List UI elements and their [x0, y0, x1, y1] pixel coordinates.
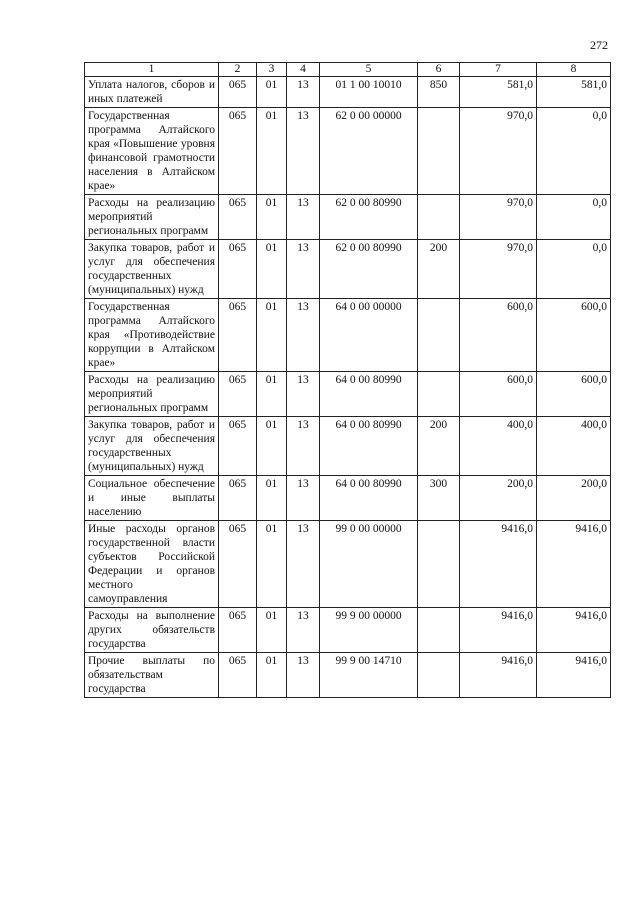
table-row	[85, 298, 611, 371]
section-code: 01	[257, 653, 287, 698]
target-article-code: 64 0 00 80990	[320, 476, 418, 521]
amount-col7: 200,0	[460, 476, 537, 521]
section-code: 01	[257, 107, 287, 194]
expense-name: Государственная программа Алтайского края «Повышение уровня финансовой грамотности населения в Алтайском крае»	[85, 107, 219, 194]
ministry-code: 065	[219, 476, 257, 521]
amount-col8: 0,0	[537, 107, 611, 194]
subsection-code: 13	[287, 194, 320, 239]
column-header: 5	[320, 63, 418, 77]
table-row	[85, 417, 611, 476]
expense-type-code	[418, 608, 460, 653]
subsection-code: 13	[287, 653, 320, 698]
amount-col7: 9416,0	[460, 521, 537, 608]
subsection-code: 13	[287, 608, 320, 653]
column-header: 6	[418, 63, 460, 77]
column-header: 4	[287, 63, 320, 77]
expense-name: Расходы на выполнение других обязательств государства	[85, 608, 219, 653]
expense-type-code	[418, 521, 460, 608]
column-header: 1	[85, 63, 219, 77]
amount-col7: 600,0	[460, 371, 537, 416]
amount-col8: 0,0	[537, 239, 611, 298]
target-article-code: 64 0 00 80990	[320, 417, 418, 476]
column-header: 7	[460, 63, 537, 77]
expense-name: Социальное обеспечение и иные выплаты населению	[85, 476, 219, 521]
column-header: 2	[219, 63, 257, 77]
ministry-code: 065	[219, 76, 257, 107]
expense-name: Государственная программа Алтайского края «Противодействие коррупции в Алтайском крае»	[85, 298, 219, 371]
ministry-code: 065	[219, 608, 257, 653]
amount-col7: 9416,0	[460, 653, 537, 698]
target-article-code: 99 9 00 14710	[320, 653, 418, 698]
expense-type-code	[418, 653, 460, 698]
ministry-code: 065	[219, 107, 257, 194]
table-row	[85, 107, 611, 194]
ministry-code: 065	[219, 417, 257, 476]
target-article-code: 62 0 00 80990	[320, 239, 418, 298]
column-header: 3	[257, 63, 287, 77]
ministry-code: 065	[219, 194, 257, 239]
amount-col8: 9416,0	[537, 608, 611, 653]
amount-col7: 581,0	[460, 76, 537, 107]
header-row	[85, 63, 611, 77]
expense-name: Закупка товаров, работ и услуг для обеспечения государственных (муниципальных) нужд	[85, 417, 219, 476]
target-article-code: 64 0 00 80990	[320, 371, 418, 416]
table-row	[85, 608, 611, 653]
table-row	[85, 239, 611, 298]
table-row	[85, 194, 611, 239]
section-code: 01	[257, 521, 287, 608]
amount-col7: 9416,0	[460, 608, 537, 653]
target-article-code: 99 9 00 00000	[320, 608, 418, 653]
amount-col7: 400,0	[460, 417, 537, 476]
section-code: 01	[257, 76, 287, 107]
table-row	[85, 476, 611, 521]
amount-col7: 970,0	[460, 107, 537, 194]
expense-name: Иные расходы органов государственной власти субъектов Российской Федерации и органов местного самоуправления	[85, 521, 219, 608]
subsection-code: 13	[287, 371, 320, 416]
section-code: 01	[257, 239, 287, 298]
amount-col8: 200,0	[537, 476, 611, 521]
section-code: 01	[257, 194, 287, 239]
target-article-code: 62 0 00 80990	[320, 194, 418, 239]
subsection-code: 13	[287, 521, 320, 608]
amount-col7: 970,0	[460, 194, 537, 239]
subsection-code: 13	[287, 239, 320, 298]
table-row	[85, 521, 611, 608]
expense-type-code	[418, 298, 460, 371]
section-code: 01	[257, 476, 287, 521]
table-row	[85, 76, 611, 107]
target-article-code: 99 0 00 00000	[320, 521, 418, 608]
amount-col8: 400,0	[537, 417, 611, 476]
amount-col8: 9416,0	[537, 653, 611, 698]
section-code: 01	[257, 417, 287, 476]
section-code: 01	[257, 298, 287, 371]
subsection-code: 13	[287, 298, 320, 371]
expense-type-code	[418, 194, 460, 239]
expense-type-code: 300	[418, 476, 460, 521]
subsection-code: 13	[287, 107, 320, 194]
expense-name: Закупка товаров, работ и услуг для обеспечения государственных (муниципальных) нужд	[85, 239, 219, 298]
subsection-code: 13	[287, 476, 320, 521]
section-code: 01	[257, 371, 287, 416]
table-row	[85, 653, 611, 698]
ministry-code: 065	[219, 653, 257, 698]
page-number: 272	[590, 38, 608, 52]
expense-name: Прочие выплаты по обязательствам государства	[85, 653, 219, 698]
amount-col8: 0,0	[537, 194, 611, 239]
target-article-code: 64 0 00 00000	[320, 298, 418, 371]
subsection-code: 13	[287, 76, 320, 107]
amount-col7: 970,0	[460, 239, 537, 298]
ministry-code: 065	[219, 298, 257, 371]
subsection-code: 13	[287, 417, 320, 476]
table-row	[85, 371, 611, 416]
amount-col7: 600,0	[460, 298, 537, 371]
expense-type-code	[418, 371, 460, 416]
amount-col8: 581,0	[537, 76, 611, 107]
expense-type-code: 200	[418, 417, 460, 476]
amount-col8: 9416,0	[537, 521, 611, 608]
expense-type-code	[418, 107, 460, 194]
expense-name: Уплата налогов, сборов и иных платежей	[85, 76, 219, 107]
amount-col8: 600,0	[537, 298, 611, 371]
column-header: 8	[537, 63, 611, 77]
expense-name: Расходы на реализацию мероприятий региональных программ	[85, 194, 219, 239]
expense-type-code: 200	[418, 239, 460, 298]
expense-type-code: 850	[418, 76, 460, 107]
ministry-code: 065	[219, 371, 257, 416]
target-article-code: 62 0 00 00000	[320, 107, 418, 194]
amount-col8: 600,0	[537, 371, 611, 416]
target-article-code: 01 1 00 10010	[320, 76, 418, 107]
section-code: 01	[257, 608, 287, 653]
ministry-code: 065	[219, 521, 257, 608]
expense-name: Расходы на реализацию мероприятий региональных программ	[85, 371, 219, 416]
ministry-code: 065	[219, 239, 257, 298]
budget-table	[84, 62, 611, 698]
